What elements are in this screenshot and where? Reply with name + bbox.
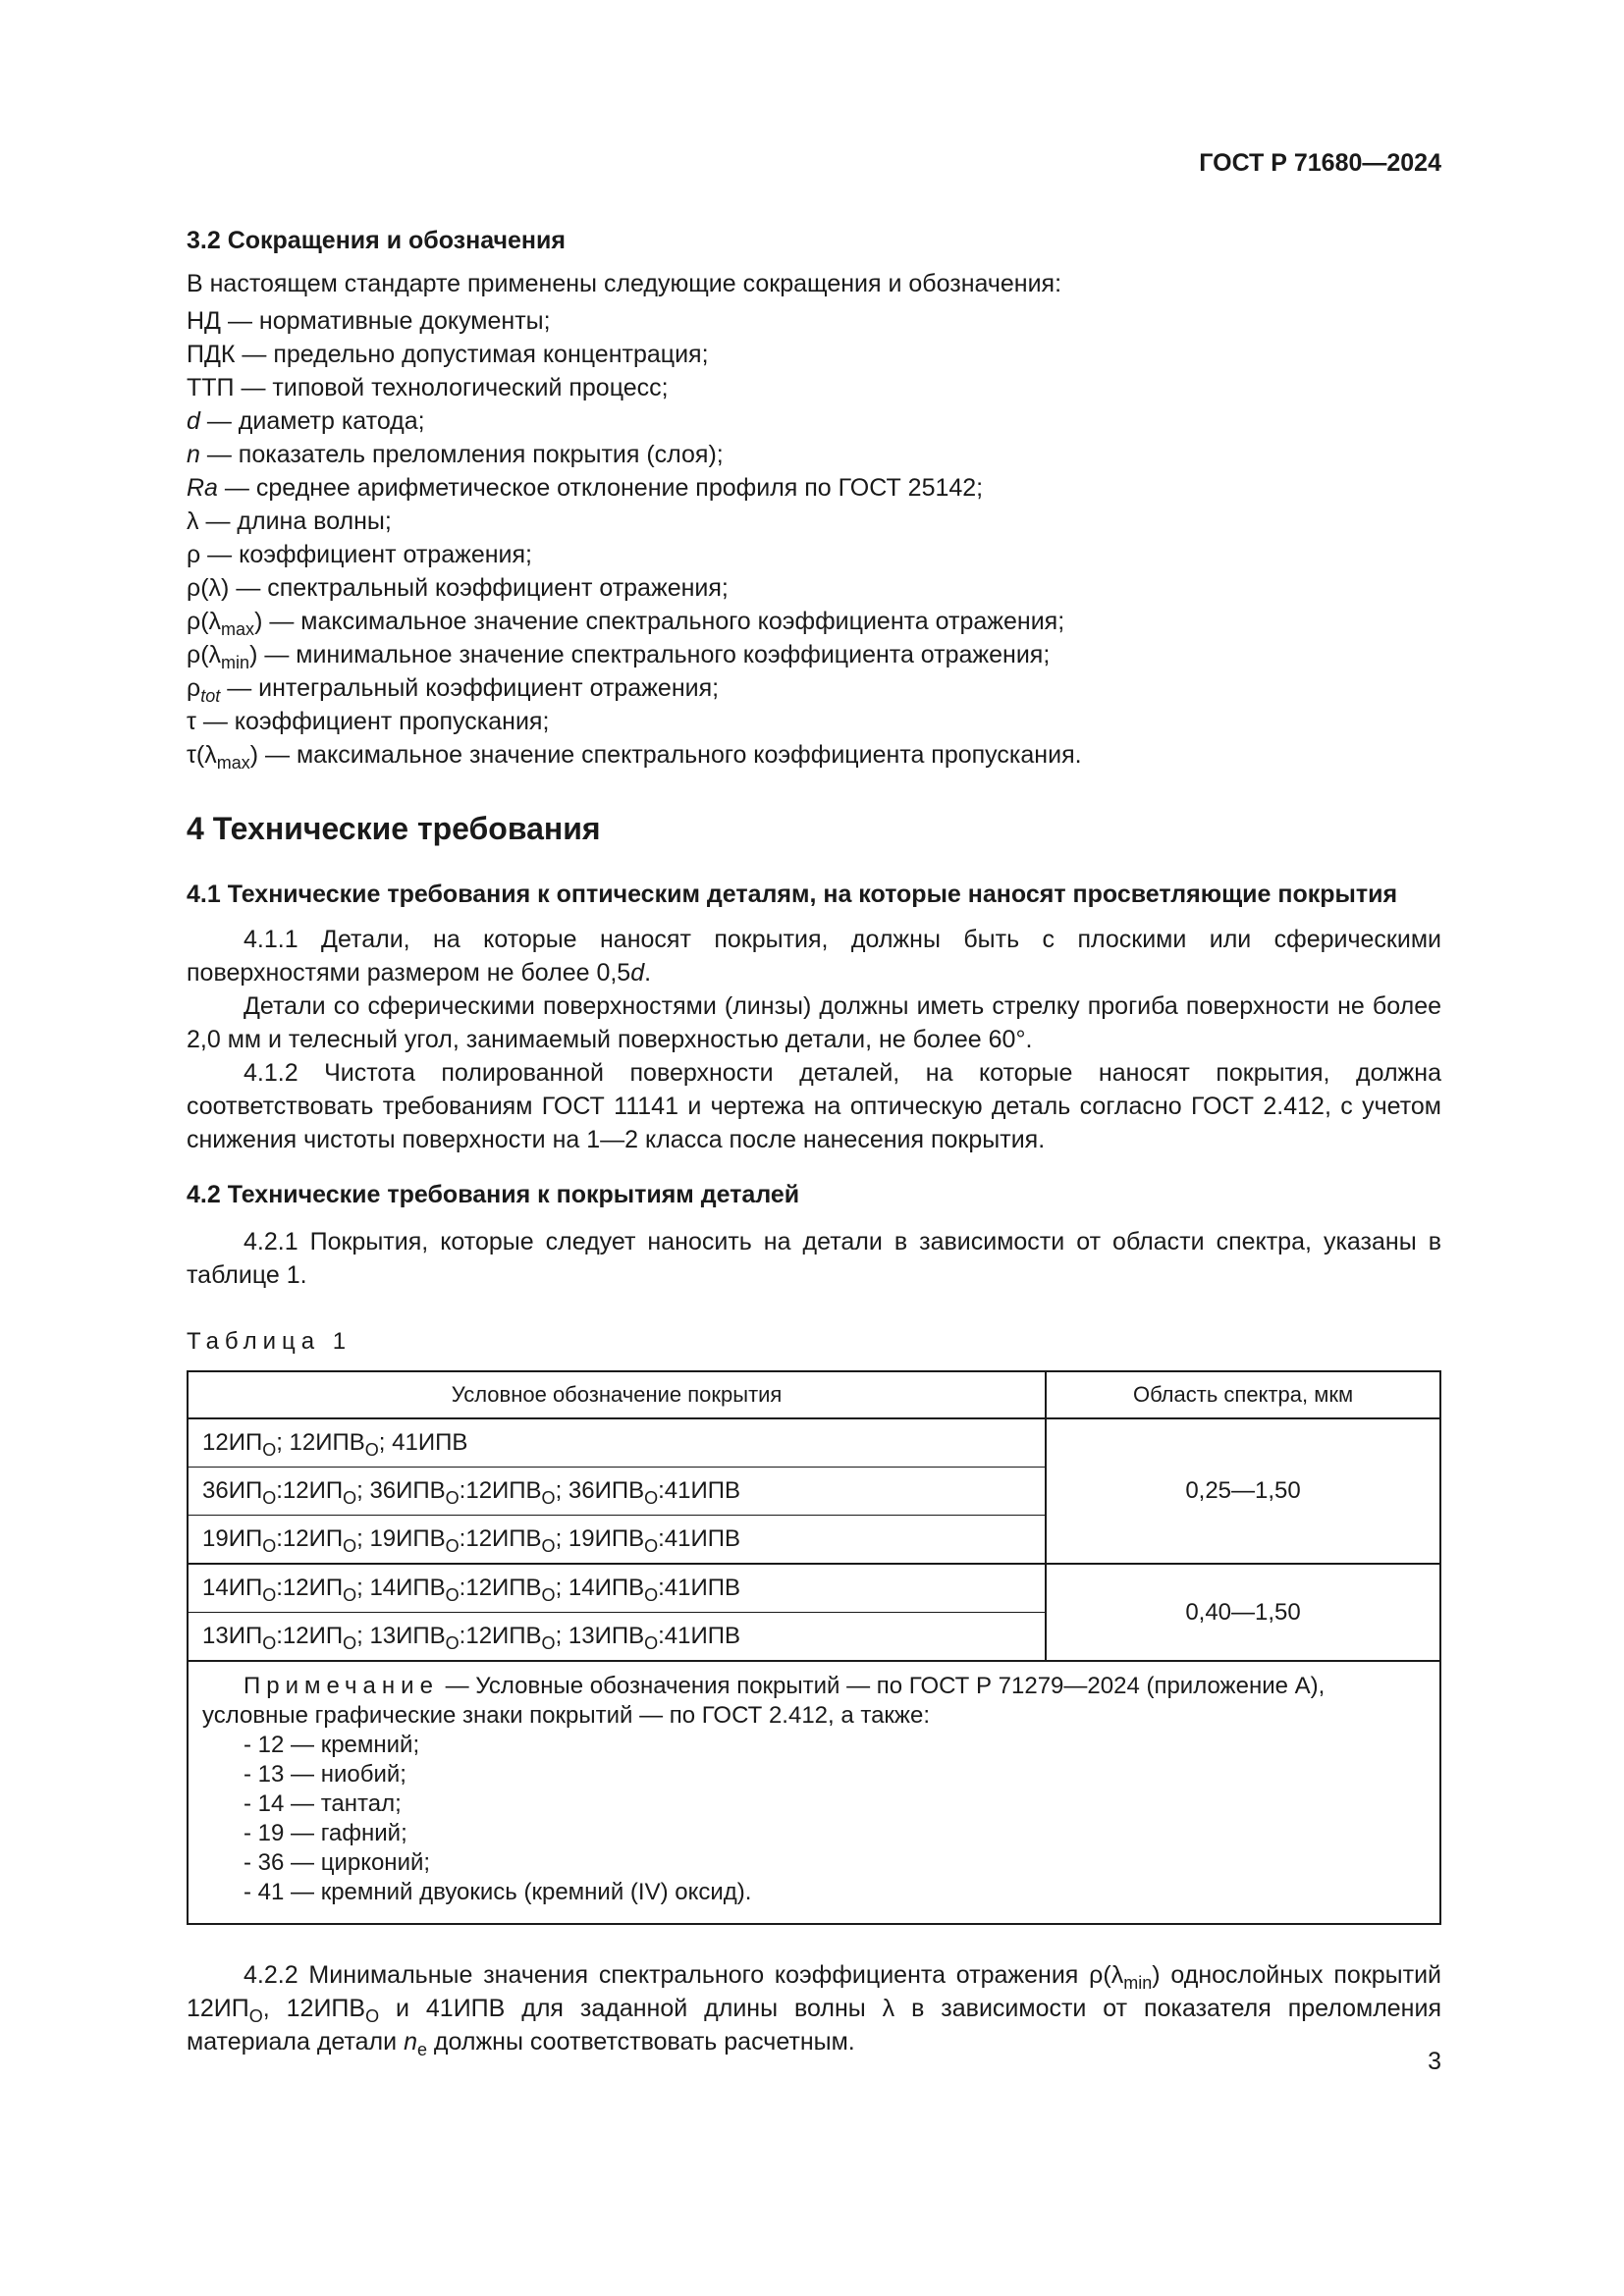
abbr-item: ТТП — типовой технологический процесс;	[187, 374, 669, 401]
note-label: Примечание	[244, 1673, 439, 1699]
section-3-2-intro: В настоящем стандарте применены следующие сокращения и обозначения:	[187, 270, 1062, 297]
abbr-item: $\rho(\lambda_{max})$ — максимальное значение спектрального коэффициента отражения;	[187, 608, 1065, 639]
paragraph-4-1-1: 4.1.1 Детали, на которые наносят покрытия, должны быть с плоскими или сферическими поверхностями размером не более 0,5d.	[187, 926, 1441, 987]
abbr-item: d — диаметр катода;	[187, 407, 425, 435]
table-row	[188, 1564, 1440, 1613]
table-note	[188, 1661, 1440, 1924]
paragraph-4-2-1: 4.2.1 Покрытия, которые следует наносить на детали в зависимости от области спектра, указаны в таблице 1.	[187, 1228, 1441, 1289]
abbr-item: ПДК — предельно допустимая концентрация;	[187, 341, 709, 368]
abbr-item: n — показатель преломления покрытия (слоя);	[187, 441, 724, 468]
note-item: - 19 — гафний;	[244, 1820, 407, 1846]
table-header-row	[188, 1371, 1440, 1418]
abbr-item: $\tau(\lambda_{max})$ — максимальное значение спектрального коэффициента пропускания.	[187, 741, 1082, 773]
designation-cell: $19ИП_O:12ИП_O$; $19ИПВ_O:12ИПВ_O$; $19ИПВ_O:41ИПВ$	[188, 1516, 1046, 1565]
abbr-item: ρ — коэффициент отражения;	[187, 541, 532, 568]
section-3-2-title: 3.2 Сокращения и обозначения	[187, 227, 566, 254]
designation-cell: $36ИП_O:12ИП_O$; $36ИПВ_O:12ИПВ_O$; $36ИПВ_O:41ИПВ$	[188, 1468, 1046, 1516]
col-header-range: Область спектра, мкм	[1046, 1371, 1440, 1418]
abbr-item: λ — длина волны;	[187, 507, 392, 535]
spectral-range-cell: 0,40—1,50	[1046, 1564, 1440, 1661]
note-item: - 14 — тантал;	[244, 1790, 402, 1817]
section-4-2-title: 4.2 Технические требования к покрытиям деталей	[187, 1181, 800, 1208]
abbr-item: τ — коэффициент пропускания;	[187, 708, 550, 735]
coatings-table	[187, 1370, 1441, 1925]
abbr-item: $\rho(\lambda_{min})$ — минимальное значение спектрального коэффициента отражения;	[187, 641, 1051, 672]
abbr-item: НД — нормативные документы;	[187, 307, 551, 335]
note-item: - 13 — ниобий;	[244, 1761, 406, 1788]
note-item: - 41 — кремний двуокись (кремний (IV) оксид).	[244, 1879, 752, 1905]
spectral-range-cell: 0,25—1,50	[1046, 1418, 1440, 1564]
note-item: - 12 — кремний;	[244, 1732, 420, 1758]
abbr-item: $\rho_{tot}$ — интегральный коэффициент отражения;	[187, 674, 720, 706]
table-row	[188, 1418, 1440, 1468]
abbr-item: Ra — среднее арифметическое отклонение профиля по ГОСТ 25142;	[187, 474, 984, 502]
document-id: ГОСТ Р 71680—2024	[1199, 149, 1441, 177]
designation-cell: $13ИП_O:12ИП_O$; $13ИПВ_O:12ИПВ_O$; $13ИПВ_O:41ИПВ$	[188, 1613, 1046, 1662]
section-4-title: 4 Технические требования	[187, 811, 601, 846]
note-intro: Примечание — Условные обозначения покрытий — по ГОСТ Р 71279—2024 (приложение А), условные графические знаки покрытий — по ГОСТ 2.412, а также:	[202, 1673, 1326, 1729]
section-4-1-title: 4.1 Технические требования к оптическим деталям, на которые наносят просветляющие покрытия	[187, 881, 1398, 908]
table-caption: Таблица 1	[187, 1328, 352, 1355]
page-number: 3	[1428, 2048, 1441, 2075]
designation-cell: $14ИП_O:12ИП_O$; $14ИПВ_O:12ИПВ_O$; $14ИПВ_O:41ИПВ$	[188, 1564, 1046, 1613]
table-note-row	[188, 1661, 1440, 1924]
designation-cell: $12ИП_O$; $12ИПВ_O$; 41ИПВ	[188, 1418, 1046, 1468]
abbreviation-list	[187, 304, 1441, 772]
paragraph-4-1-1-cont: Детали со сферическими поверхностями (линзы) должны иметь стрелку прогиба поверхности не более 2,0 мм и телесный угол, занимаемый поверхностью детали, не более 60°.	[187, 992, 1441, 1053]
paragraph-4-1-2: 4.1.2 Чистота полированной поверхности деталей, на которые наносят покрытия, должна соответствовать требованиям ГОСТ 11141 и чертежа на оптическую деталь согласно ГОСТ 2.412, с учетом снижения чистоты поверхности на 1—2 класса после нанесения покрытия.	[187, 1059, 1441, 1153]
page-content	[187, 224, 1441, 2058]
abbr-item: ρ(λ) — спектральный коэффициент отражения;	[187, 574, 729, 602]
note-item: - 36 — цирконий;	[244, 1849, 431, 1876]
col-header-designation: Условное обозначение покрытия	[188, 1371, 1046, 1418]
paragraph-4-2-2: 4.2.2 Минимальные значения спектрального коэффициента отражения $\rho(\lambda_{min})$ однослойных покрытий $12ИП_O$, $12ИПВ_O$ и 41ИПВ для заданной длины волны λ в зависимости от показателя преломления материала детали $n_e$ должны соответствовать расчетным.	[187, 1961, 1442, 2059]
note-list	[244, 1731, 1426, 1907]
